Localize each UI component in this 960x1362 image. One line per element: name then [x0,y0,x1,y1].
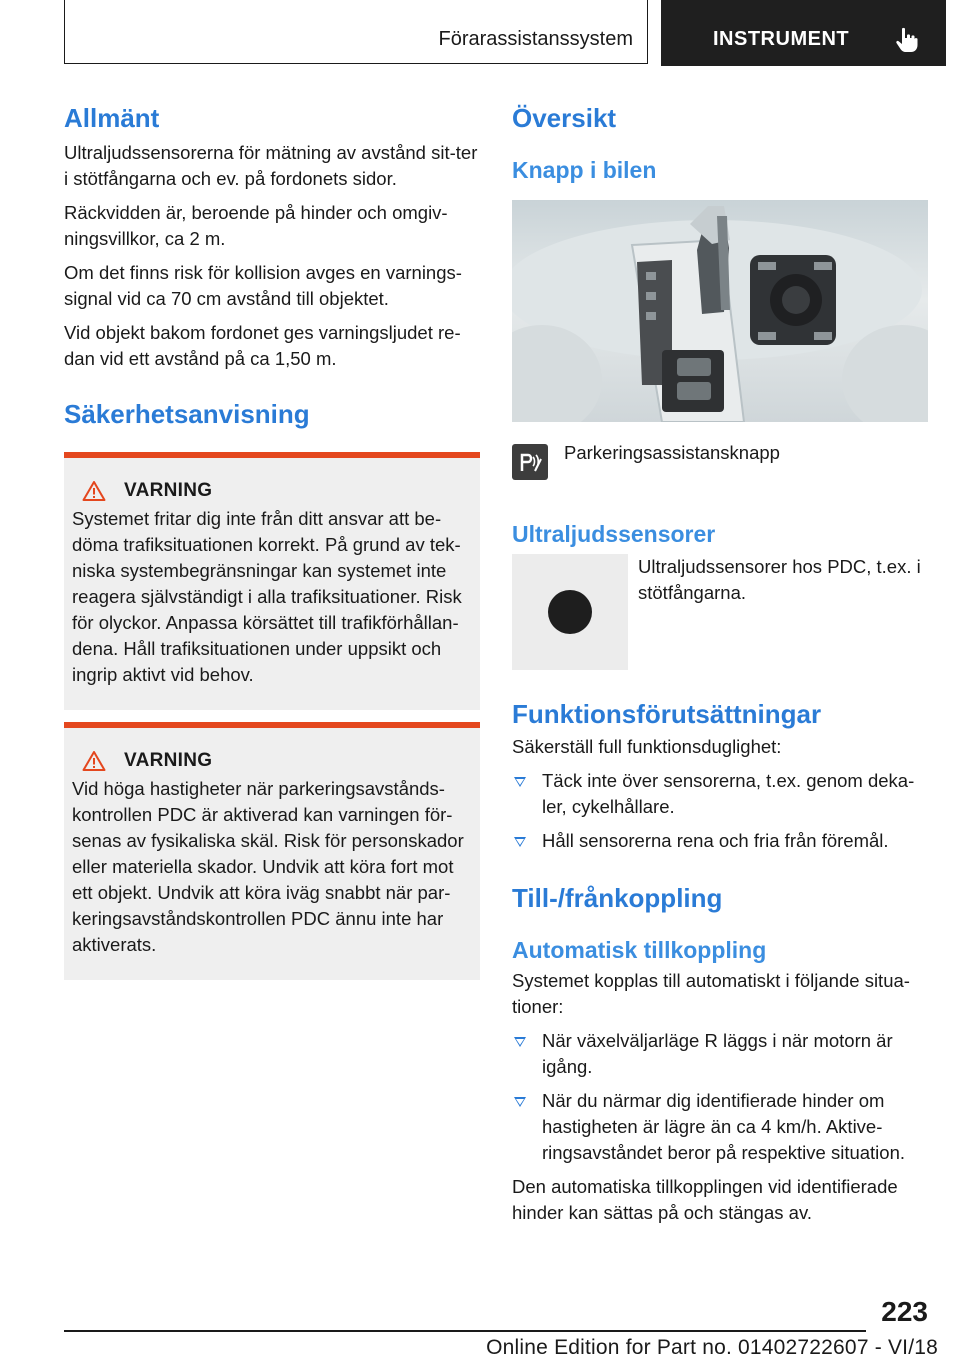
warning-triangle-icon [82,480,106,502]
allmant-paragraph: Ultraljudssensorerna för mätning av avstånd sit-ter i stötfångarna och ev. på fordonets sidor. [64,142,478,189]
warning-title: VARNING [124,750,213,771]
auto-list [512,1028,928,1166]
triangle-bullet-icon [514,837,526,847]
funktion-heading: Funktionsförutsättningar [512,699,822,729]
allmant-heading: Allmänt [64,103,160,133]
warning-text: Systemet fritar dig inte från ditt ansvar att be-döma trafiksituationen korrekt. På grund av tek-niska systembegränsningar kan systemet inte reagera självständigt i alla trafiksituationer. Risk för olyckor. Anpassa körsättet till trafikförhållan-dena. Håll trafiksituationen under uppsikt och ingrip aktivt vid behov. [72,508,462,685]
till-heading: Till-/frånkoppling [512,883,723,913]
knapp-heading: Knapp i bilen [512,157,657,183]
ultrasonic-sensor-icon [548,590,592,634]
list-item [512,828,928,854]
list-item-text: Håll sensorerna rena och fria från föremål. [542,830,889,851]
sensor-row [512,554,928,670]
sensor-heading: Ultraljudssensorer [512,521,716,547]
right-column [512,100,928,1226]
sensor-image [512,554,628,670]
triangle-bullet-icon [514,1037,526,1047]
auto-outro: Den automatiska tillkopplingen vid identifierade hinder kan sättas på och stängas av. [512,1176,898,1223]
footer-divider [64,1330,866,1332]
page-number: 223 [881,1296,928,1327]
list-item-text: Täck inte över sensorerna, t.ex. genom deka-ler, cykelhållare. [542,770,915,817]
list-item-text: När du närmar dig identifierade hinder om hastigheten är lägre än ca 4 km/h. Aktive-ringsavståndet beror på respektive situation. [542,1090,906,1163]
warning-triangle-icon [82,750,106,772]
auto-heading: Automatisk tillkoppling [512,937,767,963]
triangle-bullet-icon [514,1097,526,1107]
center-console-photo [512,200,928,422]
button-caption-row [512,440,928,480]
sensor-text: Ultraljudssensorer hos PDC, t.ex. i stötfångarna. [638,556,921,603]
page-header [64,0,946,66]
list-item [512,1088,928,1166]
parking-assist-button-icon [512,444,548,480]
oversikt-heading: Översikt [512,103,617,133]
allmant-paragraph: Räckvidden är, beroende på hinder och omgiv-ningsvillkor, ca 2 m. [64,202,448,249]
center-console-illustration [512,200,928,422]
warning-text: Vid höga hastigheter när parkeringsavstånds-kontrollen PDC är aktiverad kan varningen för-senas av fysikaliska skäl. Risk för personskador eller materiella skador. Undvik att köra fort mot ett objekt. Undvik att köra iväg snabbt när par-keringsavståndskontrollen PDC ännu inte har aktiverats. [72,778,464,955]
chapter-tab [661,0,946,66]
allmant-paragraph: Vid objekt bakom fordonet ges varningsljudet re-dan vid ett avstånd på ca 1,50 m. [64,322,461,369]
left-column [64,100,480,980]
button-caption: Parkeringsassistansknapp [564,442,780,463]
allmant-paragraph: Om det finns risk för kollision avges en varnings-signal vid ca 70 cm avstånd till objektet. [64,262,462,309]
chapter-tab-label: INSTRUMENT [713,28,850,50]
list-item-text: När växelväljarläge R läggs i när motorn är igång. [542,1030,893,1077]
warning-box-1 [64,452,480,710]
triangle-bullet-icon [514,777,526,787]
warning-box-2 [64,722,480,980]
auto-intro: Systemet kopplas till automatiskt i följande situa-tioner: [512,970,910,1017]
warning-title: VARNING [124,480,213,501]
funktion-intro: Säkerställ full funktionsduglighet: [512,736,782,757]
safety-heading: Säkerhetsanvisning [64,399,310,429]
funktion-list [512,768,928,854]
hand-pointer-icon [893,26,921,54]
header-section-box [64,0,648,64]
list-item [512,1028,928,1080]
list-item [512,768,928,820]
edition-footer: Online Edition for Part no. 01402722607 - VI/18 [486,1336,938,1359]
section-title: Förarassistanssystem [438,28,633,50]
